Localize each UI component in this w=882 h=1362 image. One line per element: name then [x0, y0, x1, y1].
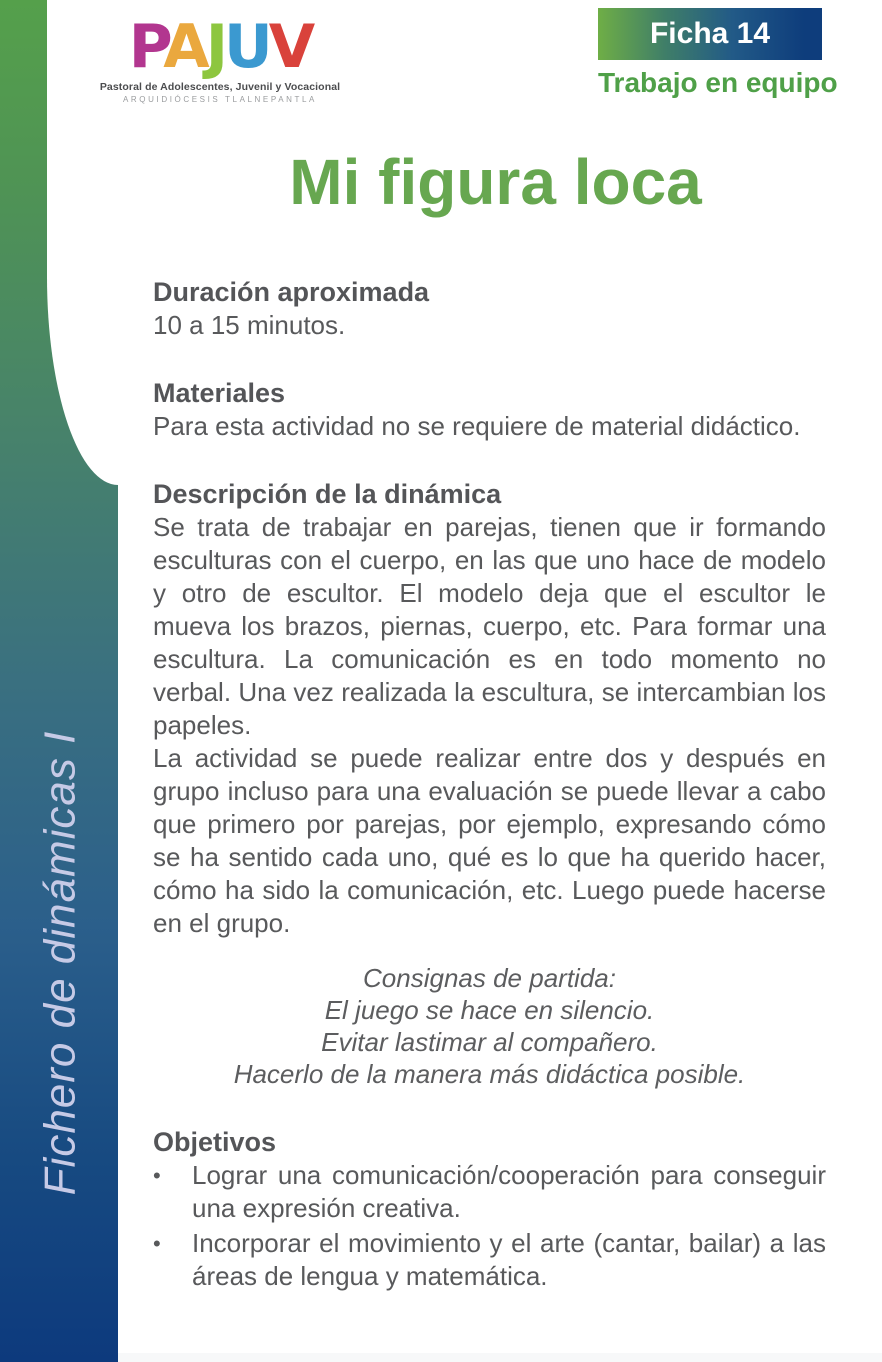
logo-letter-v: V [268, 12, 312, 82]
objetivo-text: Incorporar el movimiento y el arte (cantar, bailar) a las áreas de lengua y matemática. [192, 1228, 826, 1291]
consignas-line: Consignas de partida: [363, 963, 616, 993]
pajuv-logo-letters [98, 12, 342, 82]
section-duracion [153, 276, 826, 342]
descripcion-paragraph-2: La actividad se puede realizar entre dos y después en grupo incluso para una evaluación se puede llevar a cabo que primero por parejas, por ejemplo, expresando cómo se ha sentido cada uno, qué es lo que ha querido hacer, cómo ha sido la comunicación, etc. Luego puede hacerse en el grupo. [153, 743, 826, 938]
body-text [153, 276, 826, 1293]
bullet-icon: • [153, 1231, 161, 1256]
logo-archdiocese: ARQUIDIÓCESIS TLALNEPANTLA [122, 95, 317, 104]
list-item [153, 1159, 826, 1225]
consignas-line: El juego se hace en silencio. [324, 995, 655, 1025]
header-right-column [598, 8, 838, 99]
objetivo-text: Lograr una comunicación/cooperación para conseguir una expresión creativa. [192, 1160, 826, 1223]
descripcion-heading: Descripción de la dinámica [153, 479, 502, 509]
section-descripcion [153, 478, 826, 940]
page-bottom-shade [0, 1353, 882, 1362]
consignas-line: Evitar lastimar al compañero. [321, 1027, 658, 1057]
list-item [153, 1227, 826, 1293]
duracion-body: 10 a 15 minutos. [153, 310, 346, 340]
sidebar-label-text: Fichero de dinámicas I [35, 730, 84, 1196]
objetivos-heading: Objetivos [153, 1127, 277, 1157]
category-label: Trabajo en equipo [598, 67, 838, 98]
main-content [118, 0, 882, 1328]
logo-letter-a: A [163, 12, 206, 82]
materiales-body: Para esta actividad no se requiere de material didáctico. [153, 411, 801, 441]
consignas-block [153, 962, 826, 1090]
section-objetivos [153, 1126, 826, 1293]
bullet-icon: • [153, 1163, 161, 1188]
logo-letter-u: U [224, 12, 269, 82]
descripcion-paragraph-1: Se trata de trabajar en parejas, tienen que ir formando esculturas con el cuerpo, en las que uno hace de modelo y otro de escultor. El modelo deja que el escultor le mueva los brazos, piernas, cuerpo, etc. Para formar una escultura. La comunicación es en todo momento no verbal. Una vez realizada la escultura, se intercambian los papeles. [153, 512, 826, 740]
section-materiales [153, 377, 826, 443]
materiales-heading: Materiales [153, 378, 286, 408]
consignas-line: Hacerlo de la manera más didáctica posible. [233, 1059, 746, 1089]
duracion-heading: Duración aproximada [153, 277, 430, 307]
sidebar-vertical-label [2, 678, 118, 1248]
logo-letter-j: J [205, 12, 225, 82]
objetivos-list [153, 1159, 826, 1293]
logo-subtitle: Pastoral de Adolescentes, Juvenil y Vocacional [99, 81, 341, 93]
pajuv-logo [98, 12, 342, 104]
logo-letter-p: P [128, 12, 164, 82]
page-title: Mi figura loca [289, 146, 702, 218]
ficha-number-banner: Ficha 14 [598, 8, 822, 60]
